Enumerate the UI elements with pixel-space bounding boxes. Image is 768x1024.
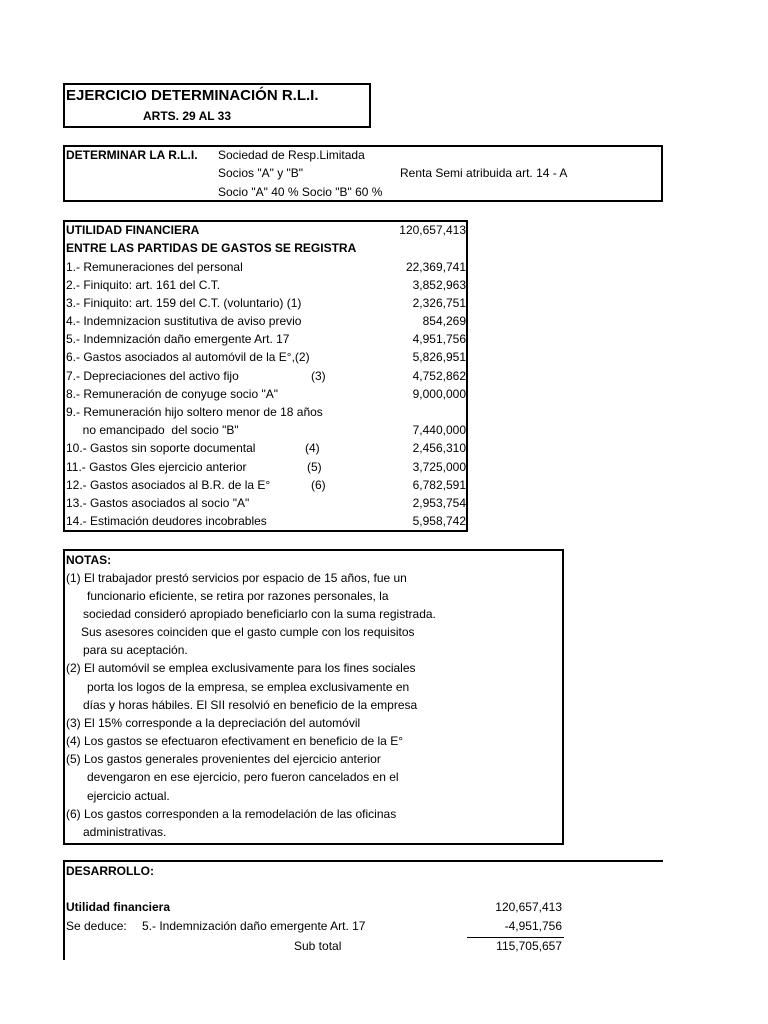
partner-shares: Socio "A" 40 % Socio "B" 60 % [218, 185, 383, 199]
deduce-value: -4,951,756 [504, 919, 562, 933]
item-8-value: 9,000,000 [412, 387, 466, 401]
note-line: porta los logos de la empresa, se emplea exclusivamente en [87, 680, 410, 694]
item-4-value: 854,269 [422, 314, 466, 328]
note-line: para su aceptación. [83, 643, 188, 657]
item-7-note: (3) [311, 369, 326, 383]
item-3-value: 2,326,751 [412, 296, 466, 310]
note-line: devengaron en ese ejercicio, pero fueron cancelados en el [87, 770, 399, 784]
determinar-label: DETERMINAR LA R.L.I. [66, 148, 198, 162]
item-12-label: 12.- Gastos asociados al B.R. de la E° [66, 478, 271, 492]
note-line: (5) Los gastos generales provenientes del ejercicio anterior [66, 752, 381, 766]
note-line: días y horas hábiles. El SII resolvió en beneficio de la empresa [83, 698, 418, 712]
subtotal-value: 115,705,657 [496, 939, 562, 953]
item-1-label: 1.- Remuneraciones del personal [66, 260, 243, 274]
item-13-label: 13.- Gastos asociados al socio "A" [66, 496, 250, 510]
note-line: Sus asesores coinciden que el gasto cumple con los requisitos [81, 625, 415, 639]
item-9-label-cont: no emancipado del socio "B" [66, 423, 239, 437]
item-7-label: 7.- Depreciaciones del activo fijo [66, 369, 239, 383]
item-2-value: 3,852,963 [412, 278, 466, 292]
note-line: (4) Los gastos se efectuaron efectivament en beneficio de la E° [66, 734, 403, 748]
item-9-label: 9.- Remuneración hijo soltero menor de 18 años [66, 405, 323, 419]
deduce-label: Se deduce: [66, 919, 127, 933]
item-10-note: (4) [305, 441, 320, 455]
item-11-note: (5) [307, 460, 322, 474]
item-13-value: 2,953,754 [412, 496, 466, 510]
item-2-label: 2.- Finiquito: art. 161 del C.T. [66, 278, 221, 292]
deduce-item: 5.- Indemnización daño emergente Art. 17 [142, 919, 366, 933]
note-line: administrativas. [83, 825, 167, 839]
item-12-value: 6,782,591 [412, 478, 466, 492]
company-type: Sociedad de Resp.Limitada [218, 148, 365, 162]
subtotal-label: Sub total [294, 939, 342, 953]
partners: Socios "A" y "B" [218, 166, 304, 180]
item-6-value: 5,826,951 [412, 350, 466, 364]
item-4-label: 4.- Indemnizacion sustitutiva de aviso previo [66, 314, 302, 328]
item-1-value: 22,369,741 [405, 260, 466, 274]
item-10-value: 2,456,310 [412, 441, 466, 455]
page-subtitle: ARTS. 29 AL 33 [143, 109, 232, 123]
item-10-label: 10.- Gastos sin soporte documental [66, 441, 256, 455]
note-line: ejercicio actual. [87, 789, 170, 803]
item-11-value: 3,725,000 [412, 460, 466, 474]
item-6-label: 6.- Gastos asociados al automóvil de la E°,(2) [66, 350, 310, 364]
note-line: (3) El 15% corresponde a la depreciación del automóvil [66, 716, 361, 730]
note-line: (6) Los gastos corresponden a la remodelación de las oficinas [66, 807, 397, 821]
page-title: EJERCICIO DETERMINACIÓN R.L.I. [66, 87, 319, 104]
item-11-label: 11.- Gastos Gles ejercicio anterior [66, 460, 247, 474]
notes-header: NOTAS: [66, 553, 112, 567]
note-line: funcionario eficiente, se retira por razones personales, la [87, 589, 389, 603]
item-8-label: 8.- Remuneración de conyuge socio "A" [66, 387, 278, 401]
item-14-value: 5,958,742 [412, 514, 466, 528]
item-9-value: 7,440,000 [412, 423, 466, 437]
utilidad-label: Utilidad financiera [66, 900, 171, 914]
item-14-label: 14.- Estimación deudores incobrables [66, 514, 267, 528]
item-3-label: 3.- Finiquito: art. 159 del C.T. (voluntario) (1) [66, 296, 302, 310]
note-line: (1) El trabajador prestó servicios por espacio de 15 años, fue un [66, 571, 407, 585]
utilidad-financiera-label: UTILIDAD FINANCIERA [66, 223, 200, 237]
item-5-value: 4,951,756 [412, 332, 466, 346]
item-12-note: (6) [311, 478, 326, 492]
expenses-subheader: ENTRE LAS PARTIDAS DE GASTOS SE REGISTRA [66, 241, 357, 255]
item-5-label: 5.- Indemnización daño emergente Art. 17 [66, 332, 290, 346]
note-line: sociedad consideró apropiado beneficiarlo con la suma registrada. [83, 607, 436, 621]
tax-regime: Renta Semi atribuida art. 14 - A [400, 166, 568, 180]
note-line: (2) El automóvil se emplea exclusivamente para los fines sociales [66, 661, 416, 675]
utilidad-value: 120,657,413 [495, 900, 562, 914]
item-7-value: 4,752,862 [412, 369, 466, 383]
utilidad-financiera-value: 120,657,413 [399, 223, 466, 237]
desarrollo-header: DESARROLLO: [66, 864, 154, 878]
